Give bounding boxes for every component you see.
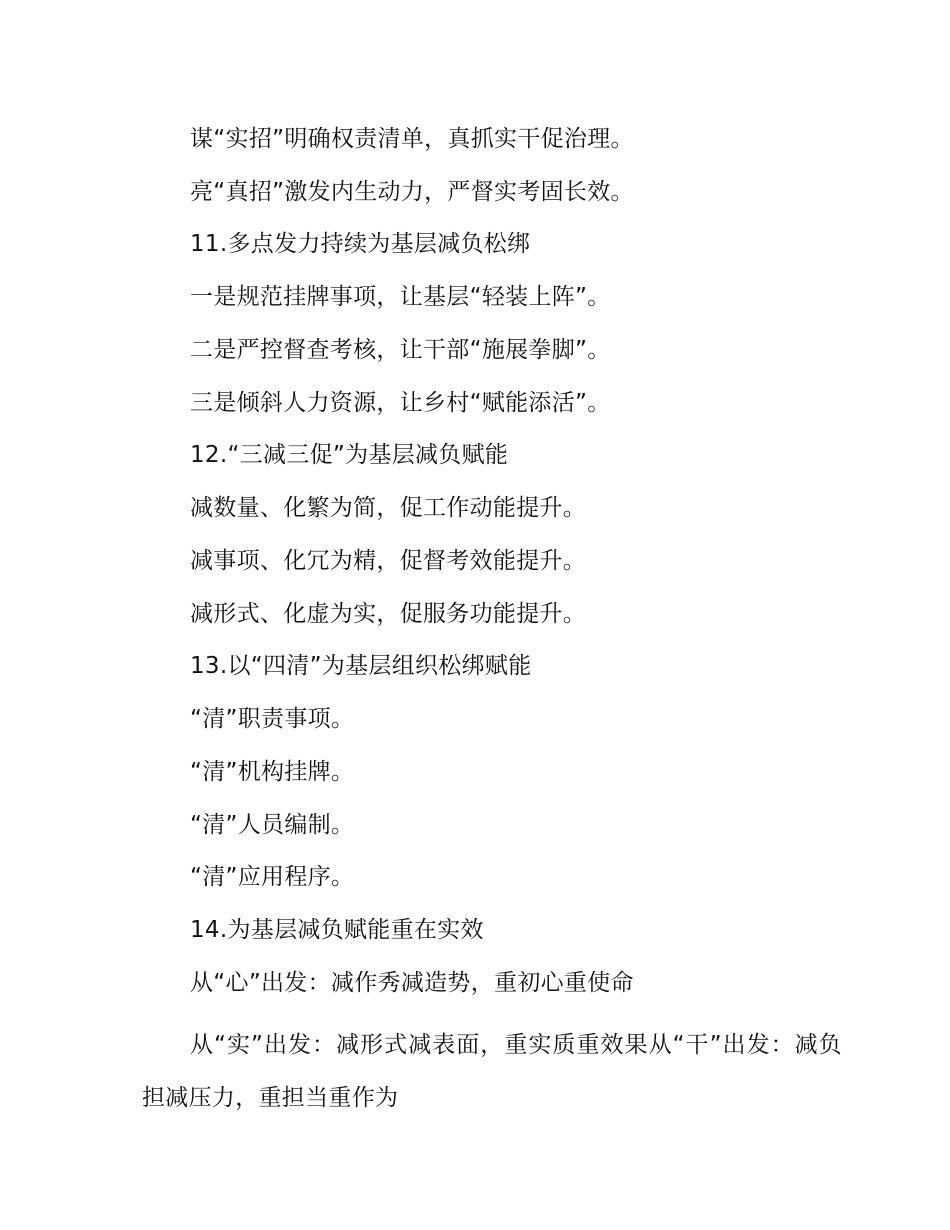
text-line: “清”人员编制。: [190, 812, 355, 838]
text-line: 减事项、化冗为精，促督考效能提升。: [190, 548, 587, 574]
text-line: “清”机构挂牌。: [190, 759, 355, 785]
section-heading: 13.以“四清”为基层组织松绑赋能: [190, 653, 532, 679]
text-line: “清”职责事项。: [190, 706, 355, 732]
text-line: “清”应用程序。: [190, 864, 355, 890]
text-line: 亮“真招”激发内生动力，严督实考固长效。: [190, 179, 634, 205]
text-line: 减形式、化虚为实，促服务功能提升。: [190, 601, 587, 627]
section-heading: 14.为基层减负赋能重在实效: [190, 917, 484, 943]
section-heading: 12.“三减三促”为基层减负赋能: [190, 442, 509, 468]
text-line: 二是严控督查考核，让干部“施展拳脚”。: [190, 337, 611, 363]
final-paragraph: 从“实”出发：减形式减表面，重实质重效果从“干”出发：减负担减压力，重担当重作为: [142, 1032, 842, 1111]
text-line: 谋“实招”明确权责清单，真抓实干促治理。: [190, 126, 634, 152]
text-line: 减数量、化繁为简，促工作动能提升。: [190, 495, 587, 521]
text-line: 三是倾斜人力资源，让乡村“赋能添活”。: [190, 390, 611, 416]
text-line: 一是规范挂牌事项，让基层“轻装上阵”。: [190, 284, 611, 310]
text-line: 从“心”出发：减作秀减造势，重初心重使命: [190, 970, 634, 996]
section-heading: 11.多点发力持续为基层减负松绑: [190, 231, 531, 257]
